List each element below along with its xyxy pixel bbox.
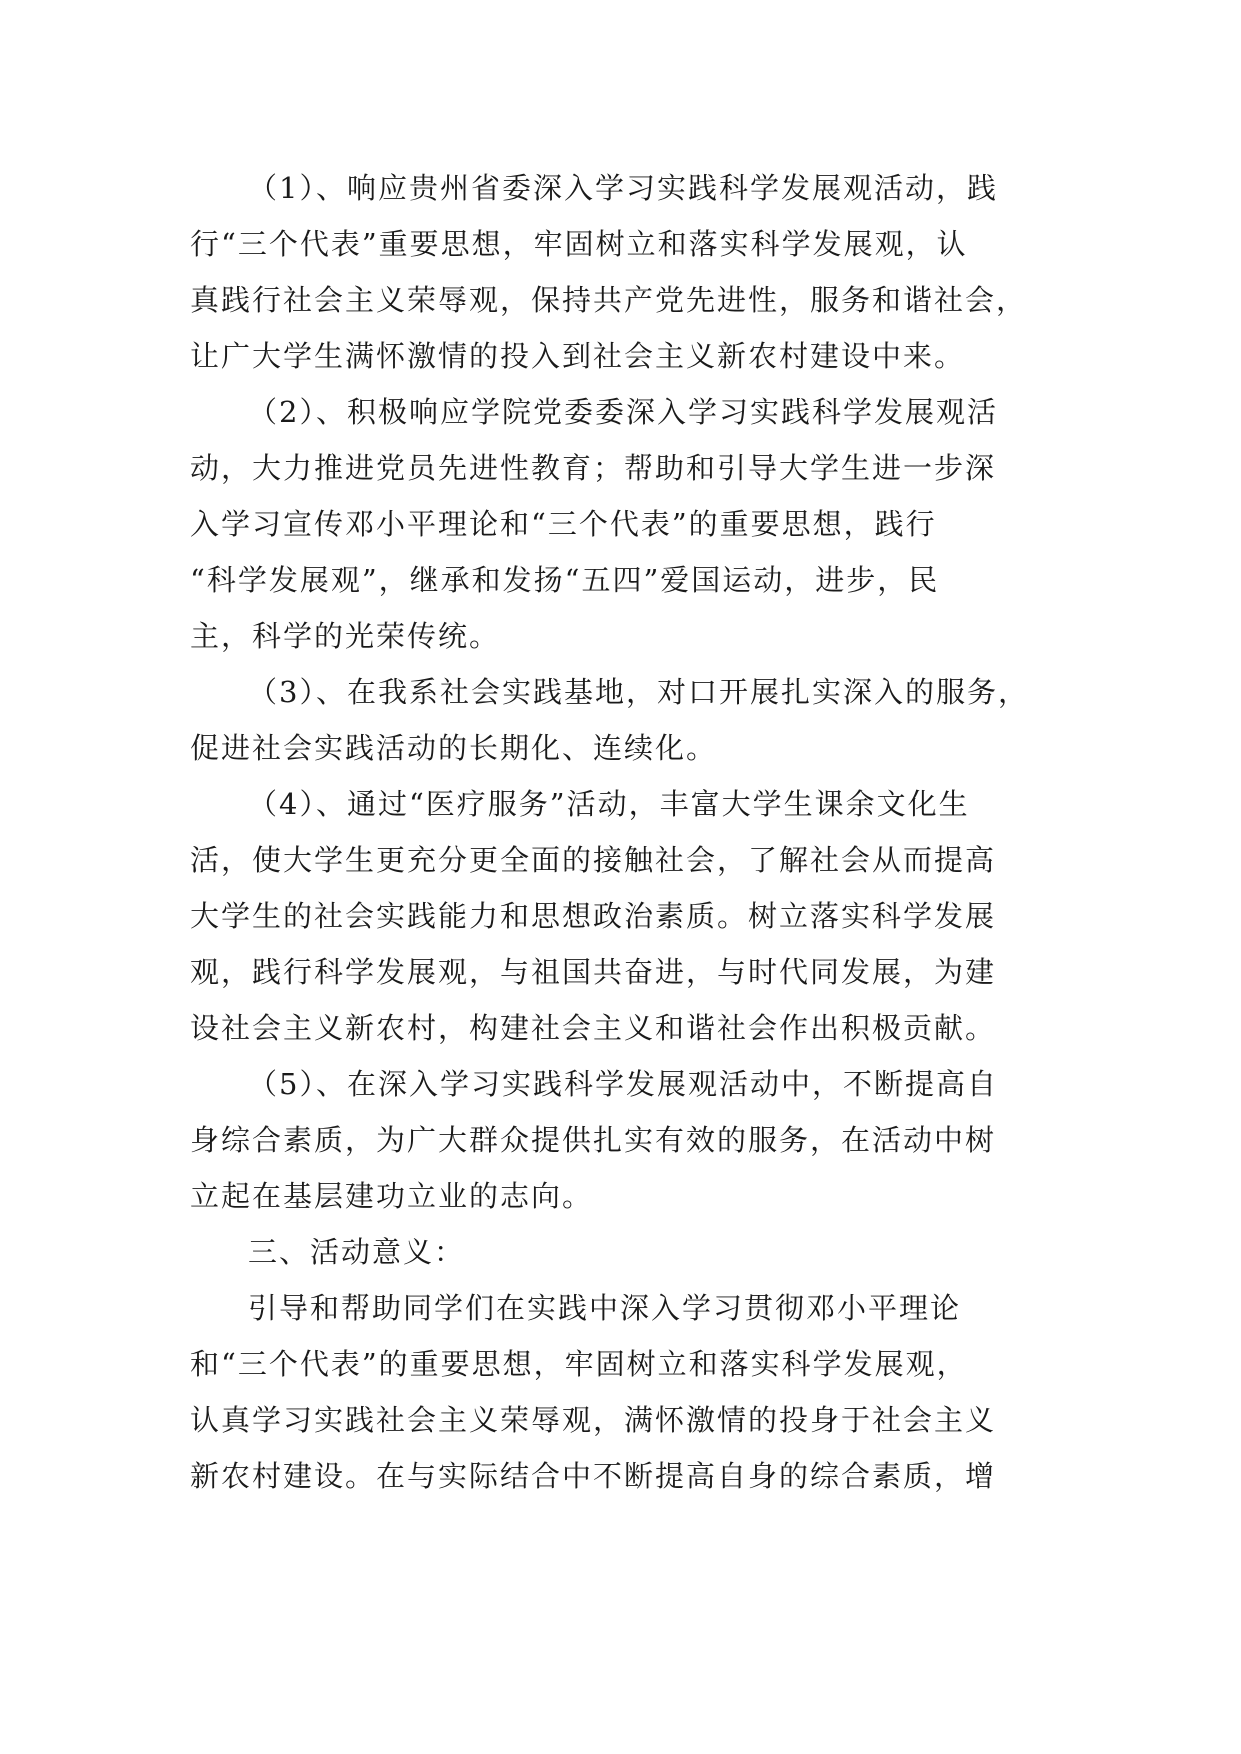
document-body (190, 160, 1070, 1504)
paragraph-4-line-1: （4）、通过“医疗服务”活动，丰富大学生课余文化生 (248, 787, 970, 821)
paragraph-1-line-3: 真践行社会主义荣辱观，保持共产党先进性，服务和谐社会， (190, 283, 1028, 317)
paragraph-5-line-3: 立起在基层建功立业的志向。 (190, 1179, 594, 1213)
paragraph-3-line-1: （3）、在我系社会实践基地，对口开展扎实深入的服务， (248, 675, 1029, 709)
paragraph-1-line-4: 让广大学生满怀激情的投入到社会主义新农村建设中来。 (190, 339, 966, 373)
paragraph-4-line-2: 活，使大学生更充分更全面的接触社会，了解社会从而提高 (190, 843, 997, 877)
paragraph-1-line-2: 行“三个代表”重要思想，牢固树立和落实科学发展观，认 (190, 227, 968, 261)
paragraph-6-line-2: 和“三个代表”的重要思想，牢固树立和落实科学发展观， (190, 1347, 968, 1381)
paragraph-6-line-3: 认真学习实践社会主义荣辱观，满怀激情的投身于社会主义 (190, 1403, 997, 1437)
paragraph-6-line-4: 新农村建设。在与实际结合中不断提高自身的综合素质，增 (190, 1459, 997, 1493)
paragraph-5-line-1: （5）、在深入学习实践科学发展观活动中，不断提高自 (248, 1067, 998, 1101)
paragraph-1-line-1: （1）、响应贵州省委深入学习实践科学发展观活动，践 (248, 171, 998, 205)
section-heading-3: 三、活动意义： (248, 1235, 466, 1269)
paragraph-3-line-2: 促进社会实践活动的长期化、连续化。 (190, 731, 718, 765)
paragraph-2-line-5: 主，科学的光荣传统。 (190, 619, 501, 653)
paragraph-4-line-5: 设社会主义新农村，构建社会主义和谐社会作出积极贡献。 (190, 1011, 997, 1045)
paragraph-2-line-4: “科学发展观”，继承和发扬“五四”爱国运动，进步，民 (190, 563, 940, 597)
paragraph-5-line-2: 身综合素质，为广大群众提供扎实有效的服务，在活动中树 (190, 1123, 997, 1157)
paragraph-2-line-1: （2）、积极响应学院党委委深入学习实践科学发展观活 (248, 395, 998, 429)
paragraph-6-line-1: 引导和帮助同学们在实践中深入学习贯彻邓小平理论 (248, 1291, 962, 1325)
paragraph-4-line-4: 观，践行科学发展观，与祖国共奋进，与时代同发展，为建 (190, 955, 997, 989)
paragraph-2-line-2: 动，大力推进党员先进性教育；帮助和引导大学生进一步深 (190, 451, 997, 485)
paragraph-2-line-3: 入学习宣传邓小平理论和“三个代表”的重要思想，践行 (190, 507, 937, 541)
paragraph-4-line-3: 大学生的社会实践能力和思想政治素质。树立落实科学发展 (190, 899, 997, 933)
